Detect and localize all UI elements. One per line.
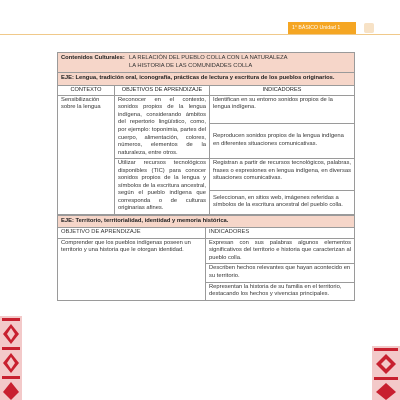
curriculum-table [57,52,355,301]
eje-2-title [58,215,354,229]
header-objetivos: OBJETIVOS DE APRENDIZAJE [115,86,210,95]
indicador-2-2 [210,191,354,214]
eje-1-title [58,73,354,86]
indicador-2-1: Registran a partir de recursos tecnológicos, palabras, frases o expresiones en lengua indígena, en diversas situaciones comunicativas. [210,159,354,191]
header-decoration [364,23,374,33]
indicador-1-1: Identifican en su entorno sonidos propios de la lengua indígena. [210,96,354,124]
indicador-1-2 [210,124,354,158]
indicadores-cell-2 [210,159,354,214]
left-pattern-decoration [0,316,22,400]
objetivo-cell-2: Utilizar recursos tecnológicos disponibles (TIC) para conocer sonidos propios de la lengua y símbolos de la escritura ancestral, según el pueblo indígena que corresponda o de culturas originarias afines. [115,159,210,214]
eje-1-row-2 [115,159,354,214]
indicador-1-2-text: Reproducen sonidos propios de la lengua indígena en diferentes situaciones comunicativas. [213,133,344,147]
grade-unit-badge: 1° BÁSICO Unidad 1 [288,22,356,34]
header-indicadores-2: INDICADORES [209,229,250,236]
eje-1-row-1 [115,96,354,159]
eje-1-body [58,96,354,215]
eje-2-header-row [58,228,354,239]
contenidos-spacer [61,63,129,71]
eje-1-title-text: EJE: Lengua, tradición oral, iconografía, prácticas de lectura y escritura de los pueblos originarios. [61,75,335,82]
indicadores-2-cell [206,239,354,300]
objetivo-2-cell: Comprender que los pueblos indígenas poseen un territorio y una historia que le otorgan identidad. [58,239,206,300]
objetivo-cell-1: Reconocer en el contexto, sonidos propios de la lengua indígena, considerando ámbitos del repertorio lingüístico, como, por ejemplo: toponimia, partes del cuerpo, alimentación, colores, números, elementos de la naturaleza, entre otros. [115,96,210,158]
indicador-2-2-text: Seleccionan, en sitios web, imágenes referidas a símbolos de la escritura ancestral del pueblo colla. [213,194,343,209]
contenidos-line-2: LA HISTORIA DE LAS COMUNIDADES COLLA [129,62,253,69]
contexto-cell [58,96,115,214]
eje-2-body [58,239,354,300]
header-objetivo-2: OBJETIVO DE APRENDIZAJE [58,228,206,238]
contenidos-label: Contenidos Culturales: [61,55,125,61]
eje-2-title-text: EJE: Territorio, territorialidad, identidad y memoria histórica. [61,217,229,224]
contenidos-culturales [58,53,354,73]
indicador-3-1: Expresan con sus palabras algunos elementos significativos del territorio e historia que caracterizan al pueblo colla. [206,239,354,265]
eje-1-header-row [58,86,354,96]
contexto-text: Sensibilización sobre la lengua [61,96,101,111]
indicador-3-2: Describen hechos relevantes que hayan acontecido en su territorio. [206,264,354,282]
eje-1-rows [115,96,354,214]
right-pattern-decoration [372,346,400,400]
indicadores-cell-1 [210,96,354,158]
contenidos-line-1: LA RELACIÓN DEL PUEBLO COLLA CON LA NATURALEZA [129,55,288,61]
header-divider [0,34,400,35]
header-contexto: CONTEXTO [58,86,115,95]
indicador-3-3: Representan la historia de su familia en el territorio, destacando los hechos y vivencias principales. [209,283,342,298]
header-indicadores: INDICADORES [262,86,302,93]
